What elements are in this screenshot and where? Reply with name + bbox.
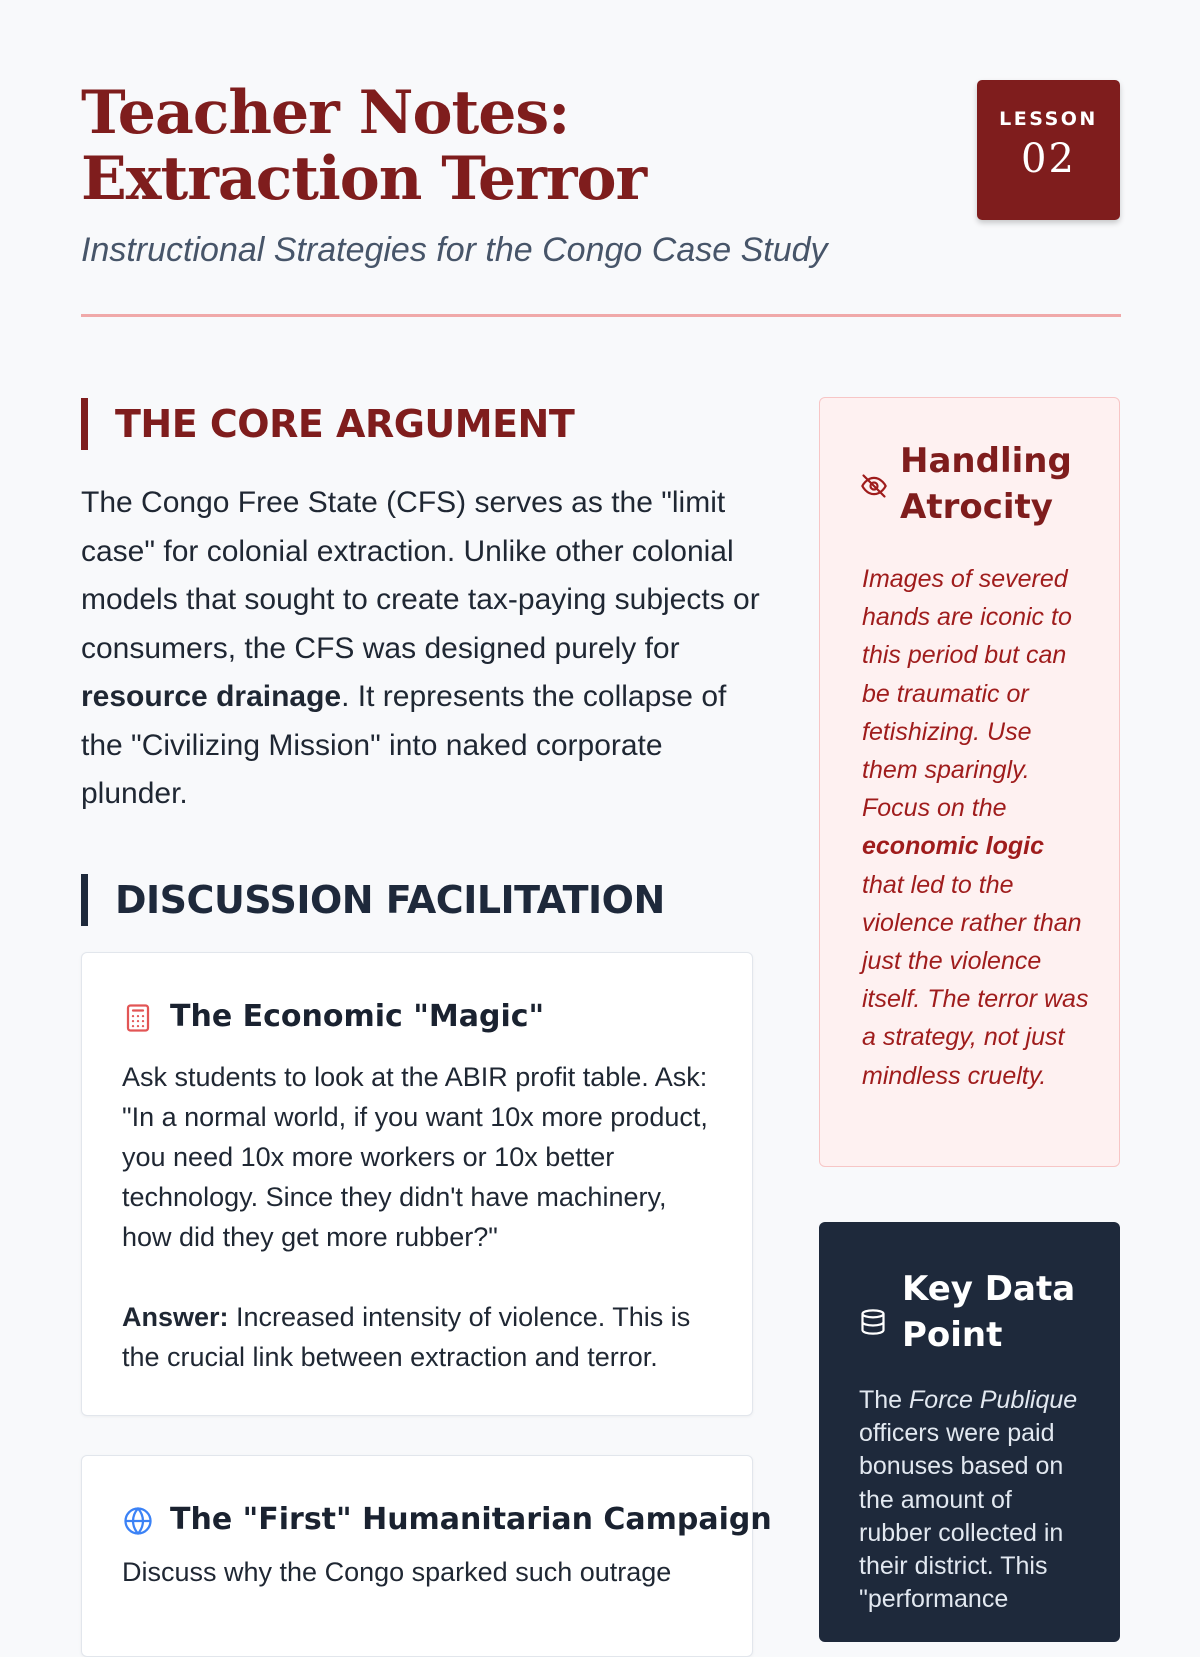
callout-text: [862, 560, 1092, 1095]
callout-text-bold: economic logic: [862, 832, 1044, 861]
lesson-label: LESSON: [999, 108, 1098, 130]
callout-title: Handling Atrocity: [900, 441, 1072, 527]
card-answer: [122, 1297, 722, 1377]
card-title: The Economic "Magic": [170, 999, 545, 1034]
eye-off-icon: [860, 472, 888, 500]
handling-atrocity-callout: [819, 397, 1120, 1167]
card-title: The "First" Humanitarian Campaign: [170, 1502, 772, 1537]
page: [81, 0, 1121, 1614]
card-question: Ask students to look at the ABIR profit table. Ask: "In a normal world, if you want 10x more product, you need 10x more workers or 10x better technology. Since they didn't have machinery, how did they get more rubber?": [122, 1062, 708, 1252]
callout-text: [859, 1384, 1089, 1616]
core-argument-text: [81, 479, 761, 819]
lesson-badge: [977, 80, 1120, 220]
answer-label: Answer:: [122, 1302, 229, 1332]
core-argument-heading: THE CORE ARGUMENT: [81, 398, 785, 450]
callout-text-before: Images of severed hands are iconic to this period but can be traumatic or fetishizing. Use them sparingly. Focus on the: [862, 565, 1072, 823]
card-body: [122, 1057, 722, 1377]
key-data-before: The: [859, 1386, 910, 1414]
core-text-before: The Congo Free State (CFS) serves as the "limit case" for colonial extraction. Unlike other colonial models that sought to create tax-paying subjects or consumers, the CFS was designed purely for: [81, 486, 760, 665]
core-text-after: . It represents the collapse of the "Civilizing Mission" into naked corporate plunder.: [81, 680, 727, 810]
discussion-heading: DISCUSSION FACILITATION: [81, 874, 785, 926]
core-text-bold: resource drainage: [81, 680, 342, 713]
key-data-callout: [819, 1222, 1120, 1642]
card-question: Discuss why the Congo sparked such outrage: [122, 1557, 672, 1587]
discussion-card-economic-magic: [81, 952, 753, 1416]
database-icon: [859, 1308, 887, 1336]
page-title: Teacher Notes: Extraction Terror: [81, 78, 647, 214]
callout-text-after: that led to the violence rather than just the violence itself. The terror was a strategy, not just mindless cruelty.: [862, 870, 1089, 1090]
answer-text: Increased intensity of violence. This is the crucial link between extraction and terror.: [122, 1302, 691, 1372]
page-subtitle: Instructional Strategies for the Congo Case Study: [81, 231, 828, 269]
card-body: [122, 1552, 722, 1592]
discussion-card-humanitarian-campaign: [81, 1455, 772, 1657]
header-divider: [81, 314, 1121, 317]
callout-title: Key Data Point: [902, 1269, 1076, 1355]
header: [81, 80, 1121, 316]
key-data-after: officers were paid bonuses based on the amount of rubber collected in their district. This "performance: [859, 1419, 1064, 1614]
key-data-italic: Force Publique: [909, 1386, 1078, 1414]
lesson-number: 02: [1021, 136, 1076, 182]
